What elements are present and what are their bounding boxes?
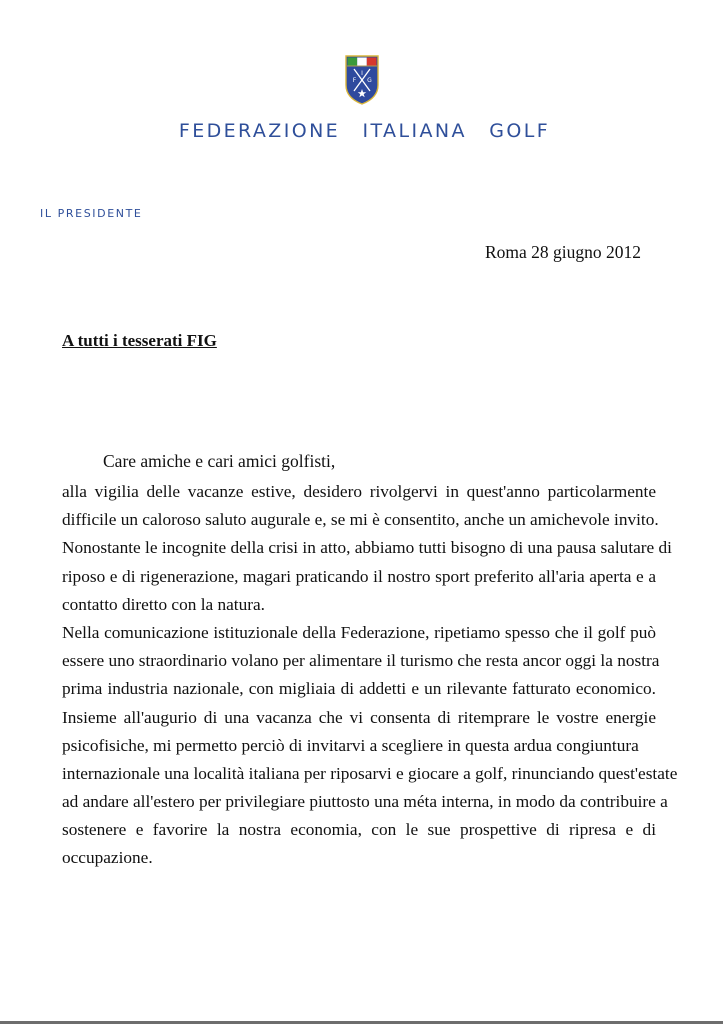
letter-salutation: Care amiche e cari amici golfisti, [103, 451, 336, 471]
logo-letter-i: I [361, 70, 363, 77]
body-line: essere uno straordinario volano per alimentare il turismo che resta ancor oggi la nostra [62, 651, 660, 671]
letter-addressee: A tutti i tesserati FIG [62, 331, 217, 350]
fig-logo-icon [345, 55, 379, 105]
body-line: occupazione. [62, 848, 153, 868]
body-line: contatto diretto con la natura. [62, 594, 265, 614]
body-line: ad andare all'estero per privilegiare piuttosto una méta interna, in modo da contribuire a [62, 792, 668, 812]
logo-letter-f: F [352, 77, 357, 84]
letter-date: Roma 28 giugno 2012 [485, 242, 642, 262]
body-line: Insieme all'augurio di una vacanza che vi consenta di ritemprare le vostre energie [62, 707, 656, 727]
body-line: riposo e di rigenerazione, magari praticando il nostro sport preferito all'aria aperta e a [62, 566, 656, 586]
office-title: IL PRESIDENTE [40, 207, 143, 220]
body-line: alla vigilia delle vacanze estive, desidero rivolgervi in quest'anno particolarmente [62, 482, 656, 501]
letter-body [62, 478, 678, 873]
body-line: internazionale una località italiana per riposarvi e giocare a golf, rinunciando quest'estate [62, 763, 678, 783]
body-line: difficile un caloroso saluto augurale e, se mi è consentito, anche un amichevole invito. [62, 510, 659, 530]
body-line: Nella comunicazione istituzionale della Federazione, ripetiamo spesso che il golf può [62, 622, 656, 642]
logo-letter-g: G [367, 77, 372, 84]
body-line: psicofisiche, mi permetto perciò di invitarvi a scegliere in questa ardua congiuntura [62, 735, 639, 755]
body-line: Nonostante le incognite della crisi in atto, abbiamo tutti bisogno di una pausa salutare di [62, 538, 672, 558]
body-line: prima industria nazionale, con migliaia di addetti e un rilevante fatturato economico. [62, 679, 656, 699]
body-line: sostenere e favorire la nostra economia, con le sue prospettive di ripresa e di [62, 820, 656, 840]
federation-name: FEDERAZIONE ITALIANA GOLF [178, 120, 551, 142]
